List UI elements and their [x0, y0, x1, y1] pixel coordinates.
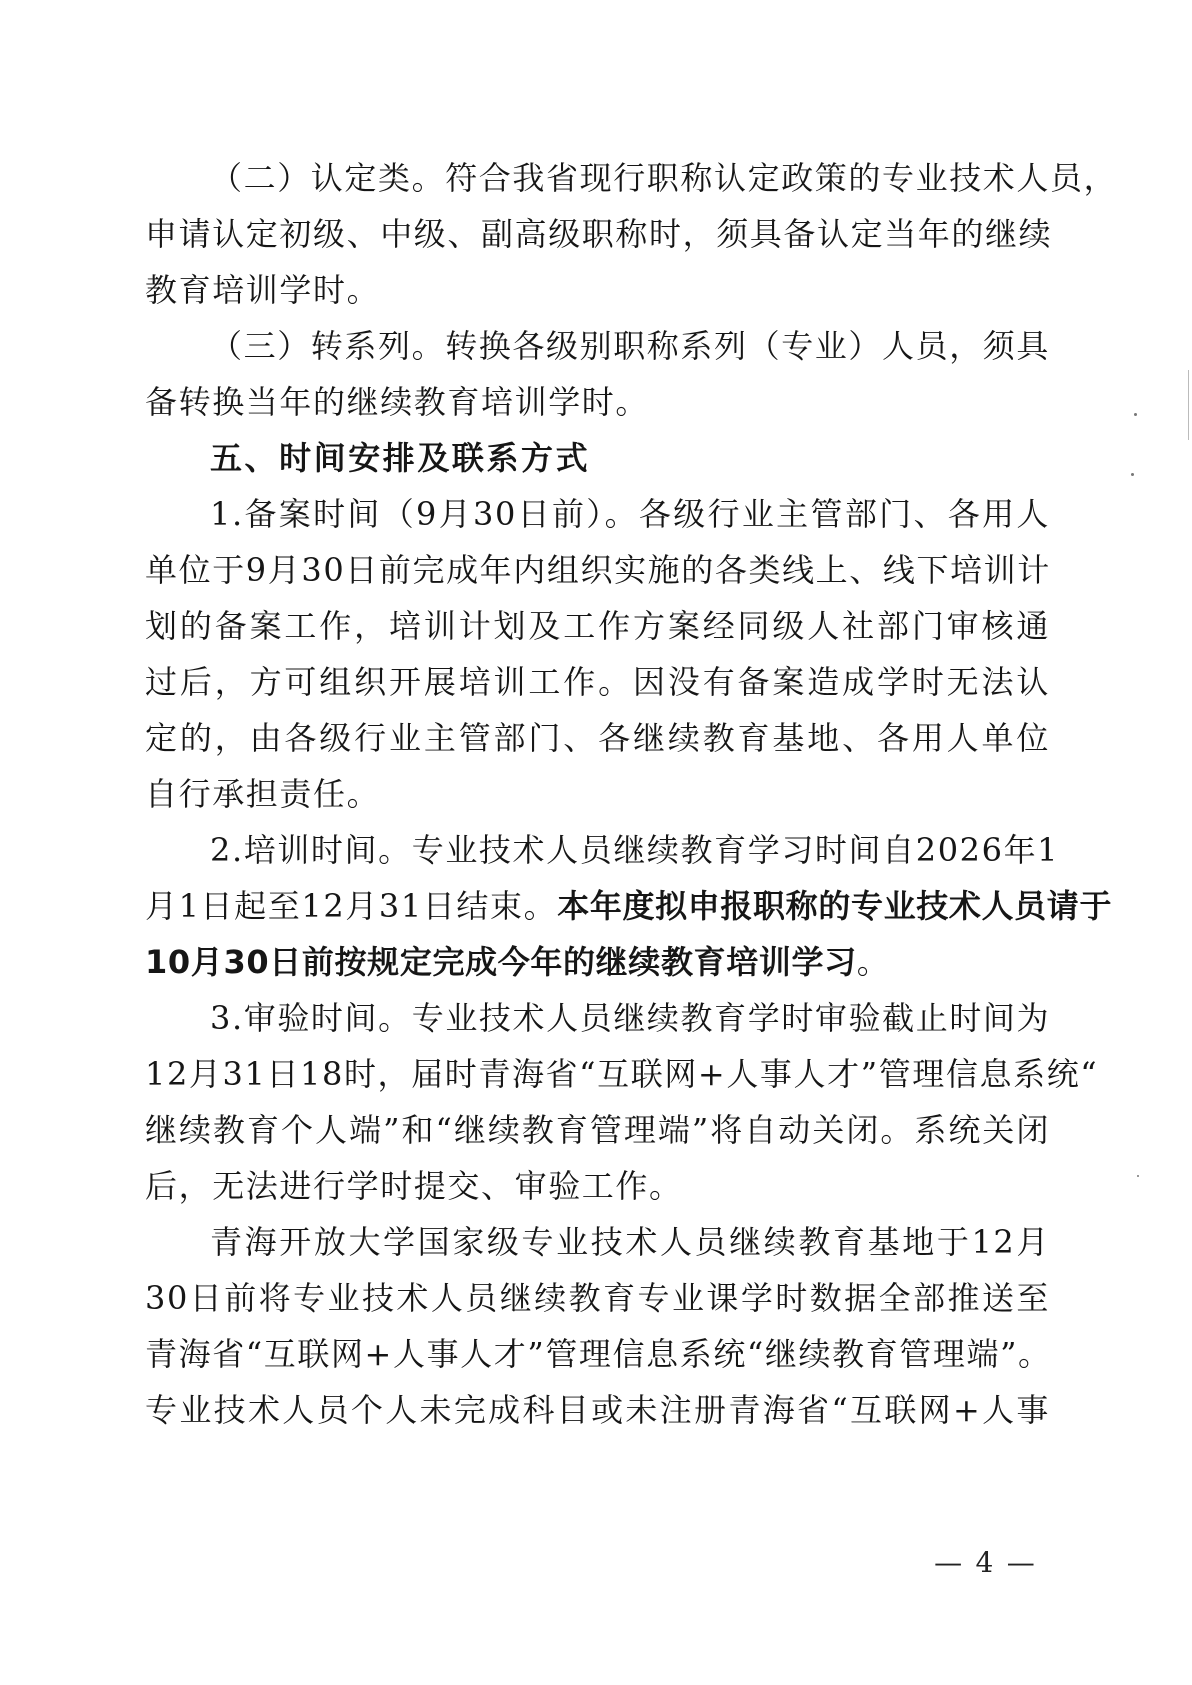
scan-edge-line [1188, 370, 1189, 440]
paragraph-5-normal-text: 月1日起至12月31日结束。 [145, 887, 558, 925]
paragraph-2-line-1: （二）认定类。符合我省现行职称认定政策的专业技术人员， [210, 159, 1118, 197]
page-number: — 4 — [934, 1546, 1037, 1579]
paragraph-7-line-1: 青海开放大学国家级专业技术人员继续教育基地于12月 [210, 1223, 1050, 1261]
scan-speck [1137, 1175, 1139, 1177]
paragraph-5-line-3 [145, 942, 1050, 982]
paragraph-2-line-3: 教育培训学时。 [145, 271, 381, 309]
paragraph-4-line-5: 定的，由各级行业主管部门、各继续教育基地、各用人单位 [145, 719, 1050, 757]
paragraph-6-line-2: 12月31日18时，届时青海省“互联网+人事人才”管理信息系统“ [145, 1055, 1099, 1093]
paragraph-4-line-2: 单位于9月30日前完成年内组织实施的各类线上、线下培训计 [145, 551, 1051, 589]
paragraph-4-line-6: 自行承担责任。 [145, 775, 381, 813]
paragraph-6-line-4: 后，无法进行学时提交、审验工作。 [145, 1167, 683, 1205]
paragraph-7-line-4: 专业技术人员个人未完成科目或未注册青海省“互联网+人事 [145, 1391, 1050, 1429]
paragraph-4-line-4: 过后，方可组织开展培训工作。因没有备案造成学时无法认 [145, 663, 1050, 701]
paragraph-7-line-2: 30日前将专业技术人员继续教育专业课学时数据全部推送至 [145, 1279, 1050, 1317]
scan-speck [1134, 413, 1137, 416]
paragraph-3-line-2: 备转换当年的继续教育培训学时。 [145, 383, 650, 421]
paragraph-5-line-2 [145, 886, 1113, 926]
paragraph-5-period: 。 [856, 943, 891, 981]
paragraph-5-line-1: 2.培训时间。专业技术人员继续教育学习时间自2026年1 [210, 831, 1060, 869]
paragraph-2-line-2: 申请认定初级、中级、副高级职称时，须具备认定当年的继续 [145, 215, 1053, 253]
paragraph-5-bold-text-2: 10月30日前按规定完成今年的继续教育培训学习 [145, 943, 857, 981]
paragraph-4-line-3: 划的备案工作，培训计划及工作方案经同级人社部门审核通 [145, 607, 1050, 645]
paragraph-5-bold-text-1: 本年度拟申报职称的专业技术人员请于 [557, 887, 1113, 925]
paragraph-3-line-1: （三）转系列。转换各级别职称系列（专业）人员，须具 [210, 327, 1051, 365]
paragraph-7-line-3: 青海省“互联网+人事人才”管理信息系统“继续教育管理端”。 [145, 1335, 1052, 1373]
paragraph-6-line-1: 3.审验时间。专业技术人员继续教育学时审验截止时间为 [210, 999, 1051, 1037]
paragraph-6-line-3: 继续教育个人端”和“继续教育管理端”将自动关闭。系统关闭 [145, 1111, 1050, 1149]
paragraph-4-line-1: 1.备案时间（9月30日前）。各级行业主管部门、各用人 [210, 495, 1050, 533]
scan-speck [1131, 473, 1134, 476]
section-heading: 五、时间安排及联系方式 [210, 439, 591, 477]
